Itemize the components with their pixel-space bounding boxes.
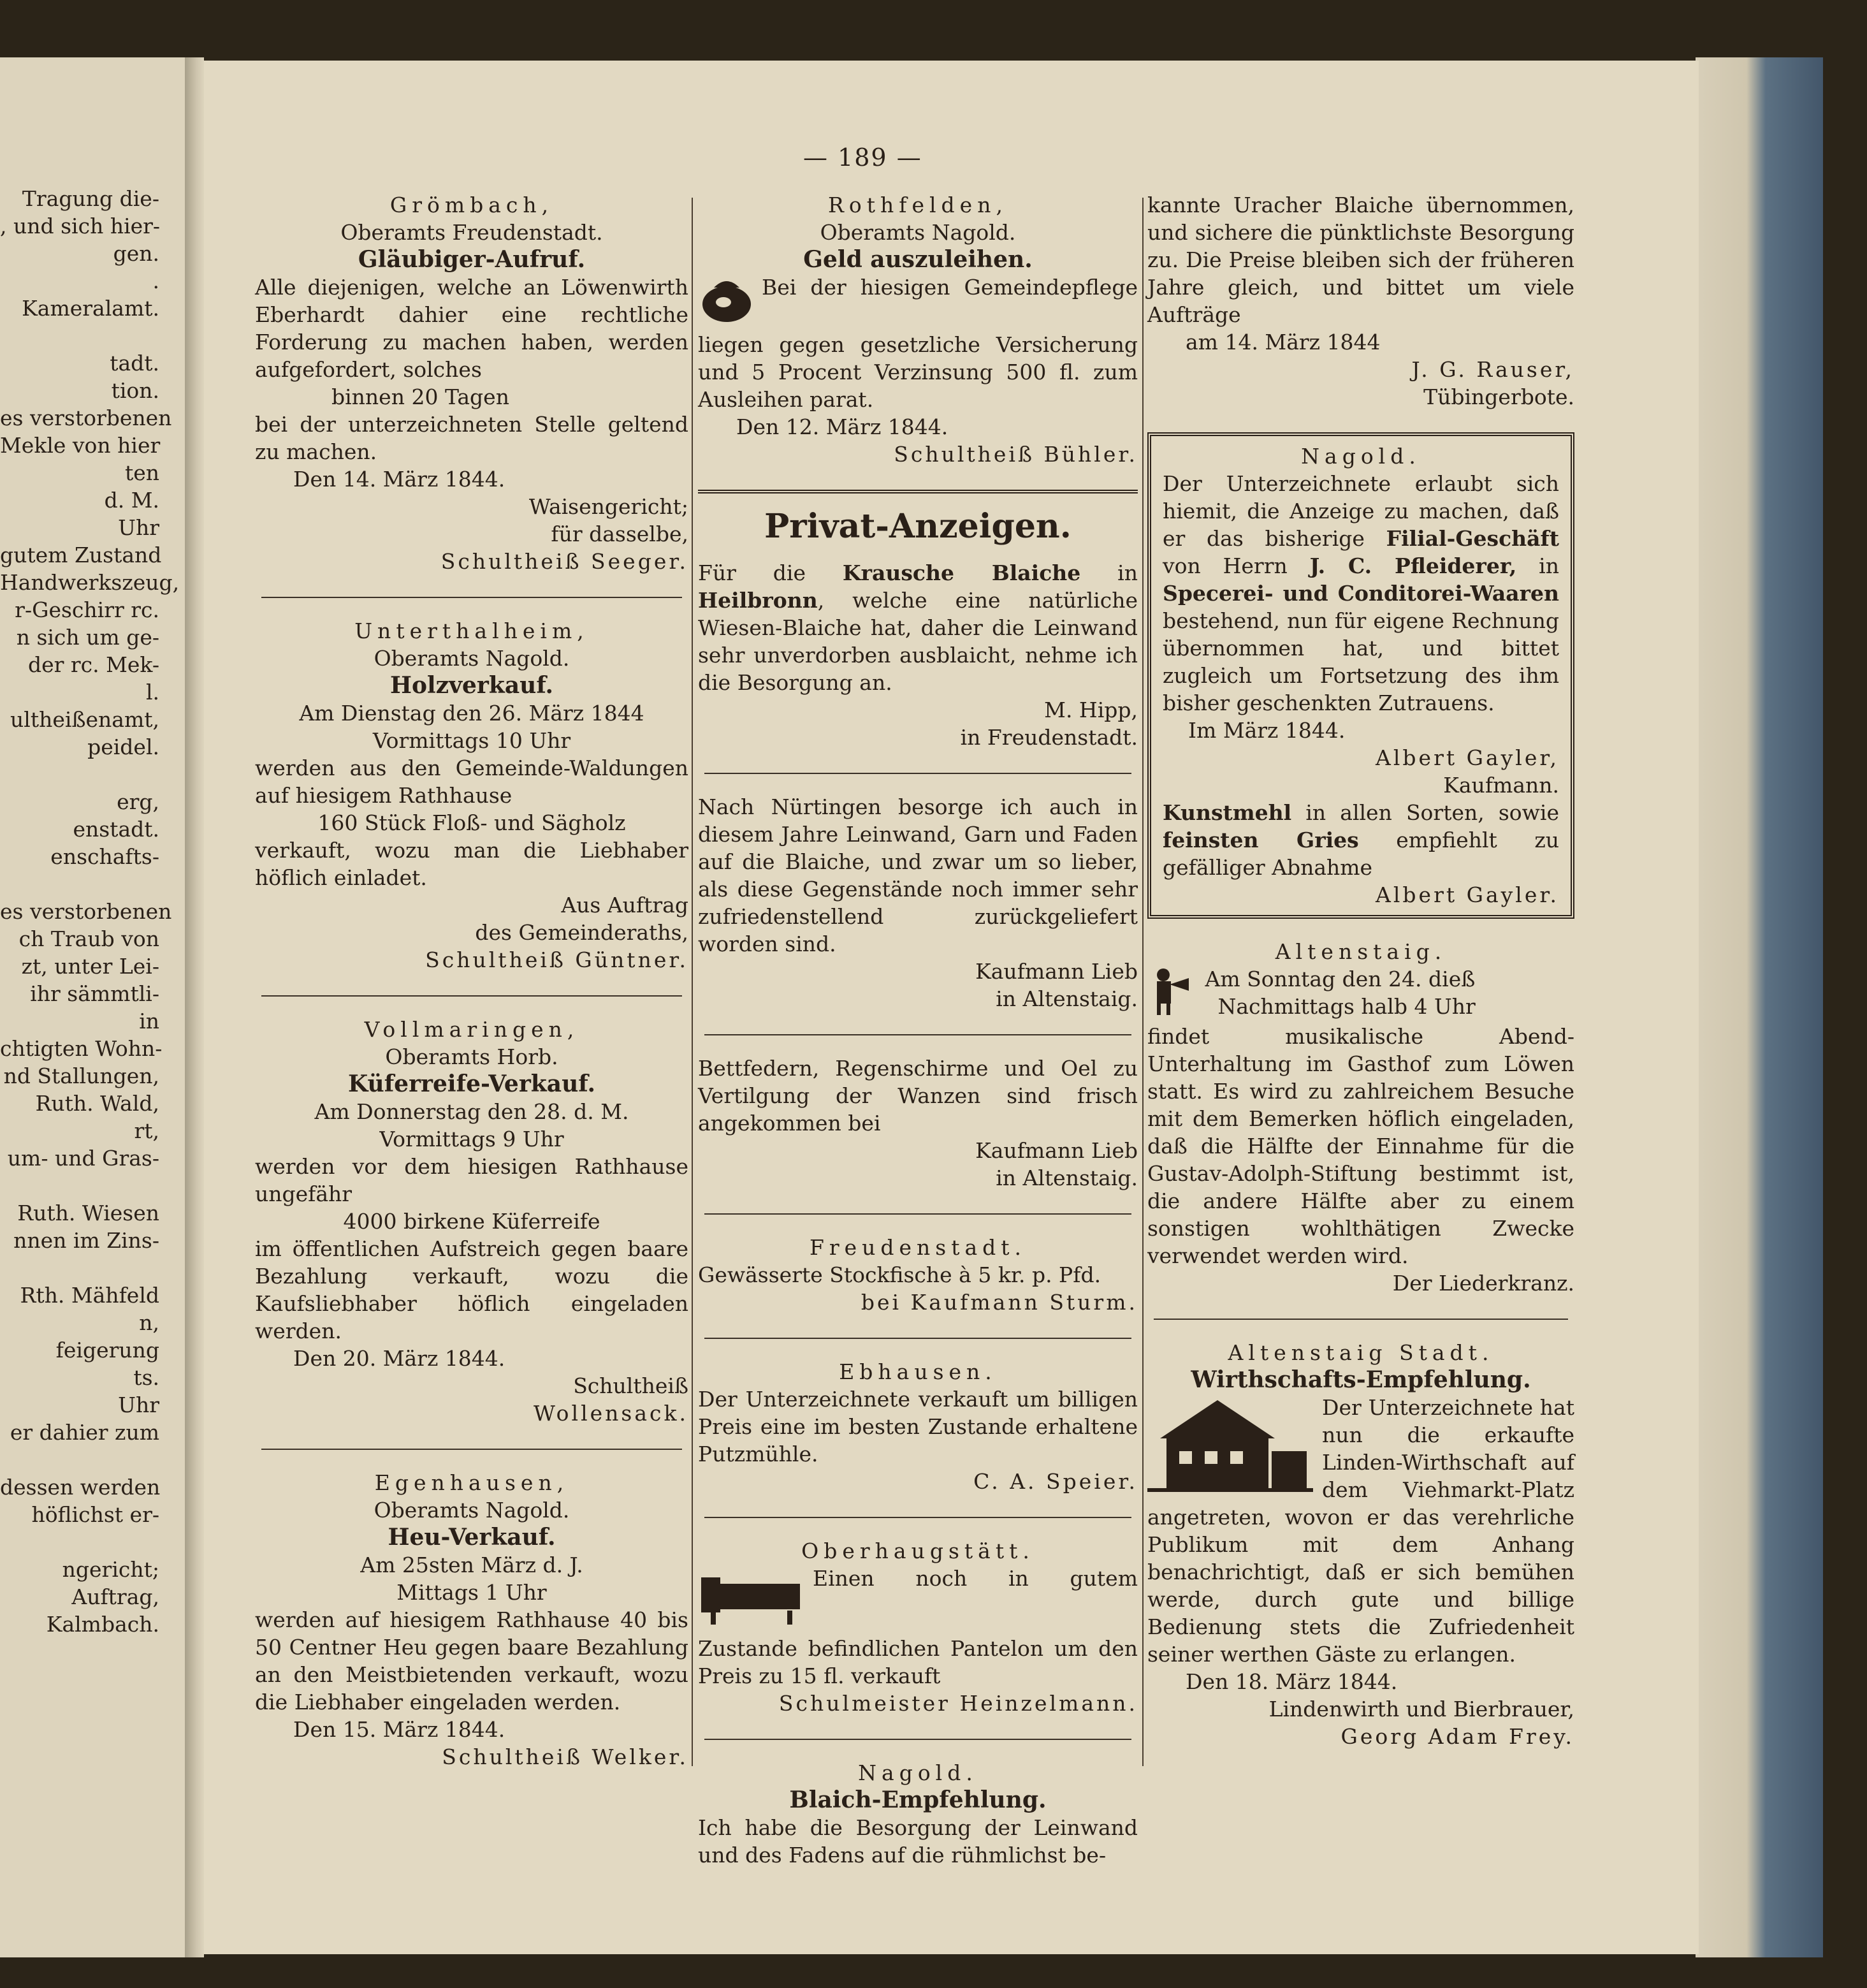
- ad-signature: bei Kaufmann Sturm.: [861, 1290, 1138, 1315]
- ad-signature: J. G. Rauser,: [1411, 357, 1574, 382]
- ad-body: Gewässerte Stockfische à 5 kr. p. Pfd.: [698, 1262, 1101, 1287]
- left-page-line: [0, 1254, 185, 1282]
- left-page-line: feigerung: [55, 1338, 159, 1363]
- ad-sub: Oberamts Freudenstadt.: [340, 220, 603, 245]
- ad-place: Nagold.: [858, 1760, 978, 1785]
- ad-line: binnen 20 Tagen: [331, 384, 509, 409]
- left-page-line: Ruth. Wald,: [35, 1091, 159, 1116]
- ad-body: in: [1539, 553, 1559, 578]
- ad-signature: Schultheiß Bühler.: [894, 442, 1138, 467]
- ad-body: in: [1117, 560, 1138, 585]
- divider: [704, 1034, 1131, 1035]
- ad-signature: Wollensack.: [533, 1401, 688, 1426]
- left-page-line: es verstorbenen: [0, 899, 172, 924]
- ad-body: werden auf hiesigem Rathhause 40 bis 50 Centner Heu gegen baare Bezahlung an den Meistbietenden verkauft, wozu die Liebhaber eingeladen werden.: [255, 1607, 688, 1714]
- ad-nuertingen: [698, 793, 1138, 1012]
- ad-place: Vollmaringen,: [364, 1017, 579, 1042]
- left-page-line: [0, 322, 185, 349]
- divider: [261, 1449, 682, 1450]
- left-page-line: ten: [124, 460, 159, 485]
- ad-signature: in Altenstaig.: [996, 1166, 1138, 1190]
- ad-signature: Schultheiß Seeger.: [440, 549, 688, 574]
- ad-body: , welche eine natürliche Wiesen-Blaiche hat, daher die Leinwand sehr unverdorben ausblaicht, nehme ich die Besorgung an.: [698, 588, 1138, 695]
- ad-place: Ebhausen.: [839, 1359, 997, 1384]
- left-page-line: um- und Gras-: [7, 1146, 159, 1171]
- ad-signature: C. A. Speier.: [973, 1469, 1138, 1494]
- ad-line: Am Dienstag den 26. März 1844: [299, 701, 644, 726]
- column-2: [698, 191, 1138, 1890]
- inn-building-woodcut-icon: [1147, 1394, 1313, 1502]
- left-page-line: [0, 1528, 185, 1556]
- ad-oberhaugstaett: [698, 1537, 1138, 1717]
- ad-date: Den 20. März 1844.: [293, 1346, 505, 1371]
- left-page-line: [0, 870, 185, 898]
- ad-signature: Waisengericht;: [528, 494, 688, 519]
- left-page-line: nd Stallungen,: [3, 1063, 159, 1088]
- left-page-line: n,: [139, 1310, 159, 1335]
- left-page-line: Ruth. Wiesen: [17, 1201, 159, 1225]
- ad-sub: Oberamts Nagold.: [374, 1498, 570, 1523]
- column-rule-1: [692, 198, 693, 1766]
- divider: [261, 597, 682, 598]
- left-page-line: Kalmbach.: [46, 1612, 159, 1637]
- ad-body: bei der unterzeichneten Stelle geltend zu machen.: [255, 412, 688, 464]
- left-page-line: ts.: [133, 1365, 159, 1390]
- ad-egenhausen: [255, 1469, 688, 1771]
- ad-body: Der Unterzeichnete hat nun die erkaufte Linden-Wirthschaft auf dem Viehmarkt-Platz angetreten, wovon er das verehrliche Publikum mit dem Anhang benachrichtigt, daß er sich bemühen werde, durch gute und billige Bedienung stets die Zufriedenheit seiner werthen Gäste zu erlangen.: [1147, 1395, 1574, 1667]
- boxed-ad-nagold: [1147, 432, 1574, 919]
- ad-body: bestehend, nun für eigene Rechnung übernommen hat, und bittet zugleich um Fortsetzung des ihm bisher geschenkten Zutrauens.: [1163, 608, 1559, 715]
- ad-place: Freudenstadt.: [809, 1235, 1027, 1260]
- divider: [704, 773, 1131, 774]
- left-page-line: Auftrag,: [71, 1584, 159, 1609]
- ad-body: Nach Nürtingen besorge ich auch in diesem Jahre Leinwand, Garn und Faden auf die Blaiche, und zwar um so lieber, als diese Gegenstände noch immer sehr zufriedenstellend zurückgeliefert worden sind.: [698, 794, 1138, 956]
- ad-rothfelden: [698, 191, 1138, 468]
- ad-signature: M. Hipp,: [1044, 698, 1138, 722]
- left-page-line: zt, unter Lei-: [21, 954, 159, 979]
- ad-line: Am Donnerstag den 28. d. M.: [314, 1099, 629, 1124]
- divider: [704, 1739, 1131, 1740]
- ad-sub: Oberamts Nagold.: [374, 646, 570, 671]
- ad-date: Den 15. März 1844.: [293, 1717, 505, 1742]
- left-page-line: Kameralamt.: [22, 296, 159, 321]
- left-page-line: in: [139, 1009, 159, 1034]
- ad-line: Am Sonntag den 24. dieß: [1205, 967, 1476, 991]
- left-page-line: ngericht;: [62, 1557, 159, 1582]
- ad-freudenstadt: [698, 1234, 1138, 1316]
- column-3: [1147, 191, 1574, 1772]
- ad-line: Am 25sten März d. J.: [360, 1553, 583, 1577]
- left-page: [0, 57, 185, 1957]
- left-page-line: enstadt.: [73, 817, 159, 842]
- ad-signature: Albert Gayler,: [1376, 745, 1559, 770]
- divider: [261, 995, 682, 997]
- divider: [1154, 1319, 1568, 1320]
- ad-signature: Kaufmann.: [1443, 773, 1559, 798]
- left-page-line: tadt.: [110, 351, 159, 376]
- left-page-line: Mekle von hier: [0, 433, 161, 458]
- left-page-line: gutem Zustand: [0, 543, 162, 567]
- left-page-line: [0, 1446, 185, 1473]
- ad-body: kannte Uracher Blaiche übernommen, und sichere die pünktlichste Besorgung zu. Die Preise bleiben sich der früheren Jahre gleich, und bittet um viele Aufträge: [1147, 193, 1574, 327]
- ad-body: Alle diejenigen, welche an Löwenwirth Eberhardt dahier eine rechtliche Forderung zu machen haben, werden aufgefordert, solches: [255, 275, 688, 382]
- ad-line: Vormittags 9 Uhr: [379, 1127, 564, 1151]
- left-page-line: Uhr: [118, 1392, 159, 1417]
- ad-signature: Tübingerbote.: [1423, 384, 1574, 409]
- ad-signature: Kaufmann Lieb: [975, 959, 1138, 984]
- ad-emphasis: Kunstmehl: [1163, 800, 1292, 825]
- ad-body: Ich habe die Besorgung der Leinwand und des Fadens auf die rühmlichst be-: [698, 1815, 1138, 1867]
- left-page-line: Tragung die-: [22, 186, 159, 211]
- ad-head: Blaich-Empfehlung.: [789, 1787, 1047, 1813]
- left-page-line: er dahier zum: [10, 1420, 159, 1445]
- divider: [704, 1517, 1131, 1518]
- ad-signature: Schultheiß Welker.: [442, 1744, 688, 1769]
- ad-signature: Schulmeister Heinzelmann.: [778, 1691, 1138, 1716]
- left-page-line: ihr sämmtli-: [30, 981, 159, 1006]
- ad-date: am 14. März 1844: [1186, 330, 1381, 354]
- ad-date: Im März 1844.: [1188, 718, 1346, 743]
- left-page-line: ch Traub von: [18, 926, 159, 951]
- ad-signature: Der Liederkranz.: [1392, 1271, 1574, 1296]
- ad-body: werden vor dem hiesigen Rathhause ungefähr: [255, 1154, 688, 1206]
- page-number: — 189 —: [803, 143, 922, 172]
- ad-rauser-continued: [1147, 191, 1574, 411]
- left-page-text: [0, 185, 185, 1638]
- left-page-line: nnen im Zins-: [13, 1228, 159, 1253]
- divider: [704, 1338, 1131, 1339]
- ad-line: 4000 birkene Küferreife: [343, 1209, 600, 1234]
- left-page-line: tion.: [111, 378, 159, 403]
- ad-head: Küferreife-Verkauf.: [348, 1071, 595, 1097]
- ad-body: werden aus den Gemeinde-Waldungen auf hiesigem Rathhause: [255, 756, 688, 808]
- left-page-line: .: [152, 268, 159, 293]
- ad-groembach: [255, 191, 688, 575]
- ad-body: Der Unterzeichnete erlaubt sich hiemit, die Anzeige zu machen, daß er das bisherige: [1163, 471, 1559, 551]
- ad-bettfedern: [698, 1055, 1138, 1192]
- ad-body: Bei der hiesigen Gemeindepflege liegen gegen gesetzliche Versicherung und 5 Procent Verzinsung 500 fl. zum Ausleihen parat.: [698, 275, 1138, 412]
- ad-place: Grömbach,: [389, 193, 554, 217]
- ad-altenstaig: [1147, 938, 1574, 1297]
- ad-emphasis: Filial-Geschäft: [1386, 526, 1559, 551]
- left-page-line: gen.: [113, 241, 159, 266]
- ad-ebhausen: [698, 1358, 1138, 1495]
- section-heading: Privat-Anzeigen.: [764, 507, 1072, 546]
- ad-body: Einen noch in gutem Zustande befindlichen Pantelon um den Preis zu 15 fl. verkauft: [698, 1566, 1138, 1688]
- left-page-line: Handwerkszeug,: [0, 570, 180, 595]
- ad-place: Egenhausen,: [374, 1470, 569, 1495]
- ad-vollmaringen: [255, 1016, 688, 1427]
- ad-head: Wirthschafts-Empfehlung.: [1191, 1366, 1531, 1393]
- left-page-line: erg,: [117, 789, 159, 814]
- ad-date: Den 14. März 1844.: [293, 467, 505, 492]
- ad-place: Rothfelden,: [828, 193, 1008, 217]
- ad-date: Den 18. März 1844.: [1186, 1669, 1398, 1694]
- ad-body: im öffentlichen Aufstreich gegen baare Bezahlung verkauft, wozu die Kaufsliebhaber höflich eingeladen werden.: [255, 1236, 688, 1343]
- ad-head: Geld auszuleihen.: [803, 246, 1033, 273]
- column-rule-2: [1142, 198, 1144, 1766]
- section-divider: [698, 490, 1138, 493]
- ad-place: Oberhaugstätt.: [801, 1539, 1035, 1563]
- ad-head: Holzverkauf.: [389, 672, 554, 699]
- ad-altenstaig-stadt: [1147, 1339, 1574, 1750]
- ad-body: von Herrn: [1163, 553, 1288, 578]
- left-page-line: n sich um ge-: [16, 625, 159, 650]
- left-page-line: [0, 761, 185, 788]
- left-page-line: r-Geschirr rc.: [15, 597, 159, 622]
- ad-place: Unterthalheim,: [354, 618, 589, 643]
- trumpet-player-woodcut-icon: [1147, 965, 1192, 1023]
- ad-signature: Albert Gayler.: [1376, 882, 1559, 907]
- ad-sub: Oberamts Nagold.: [820, 220, 1016, 245]
- ad-body: Für die: [698, 560, 806, 585]
- left-page-line: enschafts-: [50, 844, 159, 869]
- ad-line: Nachmittags halb 4 Uhr: [1217, 994, 1476, 1019]
- ad-line: Vormittags 10 Uhr: [372, 728, 571, 753]
- ad-signature: des Gemeinderaths,: [475, 920, 688, 945]
- ad-body: Der Unterzeichnete verkauft um billigen Preis eine im besten Zustande erhaltene Putzmühle.: [698, 1387, 1138, 1466]
- left-page-line: d. M.: [104, 488, 159, 513]
- ad-emphasis: Heilbronn: [698, 588, 818, 613]
- left-page-line: Rth. Mähfeld: [20, 1283, 159, 1308]
- ad-signature: für dasselbe,: [551, 522, 688, 546]
- ad-place: Altenstaig Stadt.: [1228, 1340, 1494, 1365]
- ad-body: Bettfedern, Regenschirme und Oel zu Vertilgung der Wanzen sind frisch angekommen bei: [698, 1056, 1138, 1136]
- ad-nagold-blaich: [698, 1759, 1138, 1869]
- ad-line: 160 Stück Floß- und Sägholz: [317, 810, 626, 835]
- ad-emphasis: feinsten Gries: [1163, 828, 1359, 852]
- ad-head: Heu-Verkauf.: [388, 1524, 556, 1551]
- ad-sub: Oberamts Horb.: [385, 1044, 558, 1069]
- ad-signature: Lindenwirth und Bierbrauer,: [1268, 1697, 1574, 1721]
- ad-body: findet musikalische Abend-Unterhaltung im Gasthof zum Löwen statt. Es wird zu zahlreichem Besuche mit dem Bemerken höflich eingeladen, daß die Hälfte der Einnahme für die Gustav-Adolph-Stiftung bestimmt ist, die andere Hälfte aber zu einem sonstigen wohlthätigen Zwecke verwendet werden wird.: [1147, 1024, 1574, 1268]
- ad-signature: in Altenstaig.: [996, 986, 1138, 1011]
- left-page-line: Uhr: [118, 515, 159, 540]
- left-page-line: dessen werden: [0, 1475, 161, 1500]
- left-page-line: , und sich hier-: [0, 214, 161, 238]
- ad-emphasis: Specerei- und Conditorei-Waaren: [1163, 581, 1559, 606]
- left-page-line: peidel.: [87, 735, 159, 759]
- left-page-line: höflichst er-: [31, 1502, 159, 1527]
- ad-date: Den 12. März 1844.: [736, 414, 948, 439]
- book-edge: [1696, 57, 1823, 1957]
- ad-signature: Georg Adam Frey.: [1340, 1724, 1574, 1749]
- left-page-line: rt,: [134, 1118, 159, 1143]
- ad-emphasis: J. C. Pfleiderer,: [1309, 553, 1517, 578]
- left-page-line: der rc. Mek-: [27, 652, 159, 677]
- left-page-line: [0, 1172, 185, 1199]
- ad-head: Gläubiger-Aufruf.: [358, 246, 586, 273]
- divider: [704, 1213, 1131, 1215]
- ad-signature: in Freudenstadt.: [960, 725, 1138, 750]
- ad-emphasis: Krausche Blaiche: [842, 560, 1081, 585]
- ad-line: Mittags 1 Uhr: [396, 1580, 547, 1605]
- ad-signature: Schultheiß Güntner.: [425, 947, 688, 972]
- left-page-line: chtigten Wohn-: [0, 1036, 163, 1061]
- money-bag-woodcut-icon: [698, 274, 755, 331]
- ad-signature: Schultheiß: [573, 1373, 688, 1398]
- ad-krausche-blaiche: [698, 559, 1138, 751]
- book-gutter: [185, 57, 204, 1957]
- column-1: [255, 191, 688, 1792]
- left-page-line: l.: [145, 680, 159, 705]
- ad-body: in allen Sorten, sowie: [1305, 800, 1559, 825]
- left-page-line: ultheißenamt,: [10, 707, 159, 732]
- ad-body: verkauft, wozu man die Liebhaber höflich einladet.: [255, 838, 688, 890]
- ad-signature: Kaufmann Lieb: [975, 1138, 1138, 1163]
- ad-unterthalheim: [255, 617, 688, 974]
- ad-place: Nagold.: [1301, 444, 1421, 469]
- ad-place: Altenstaig.: [1275, 939, 1447, 964]
- ad-signature: Aus Auftrag: [561, 893, 688, 917]
- sofa-woodcut-icon: [698, 1565, 806, 1635]
- left-page-line: es verstorbenen: [0, 406, 172, 430]
- ad-body: empfiehlt zu gefälliger Abnahme: [1163, 828, 1559, 880]
